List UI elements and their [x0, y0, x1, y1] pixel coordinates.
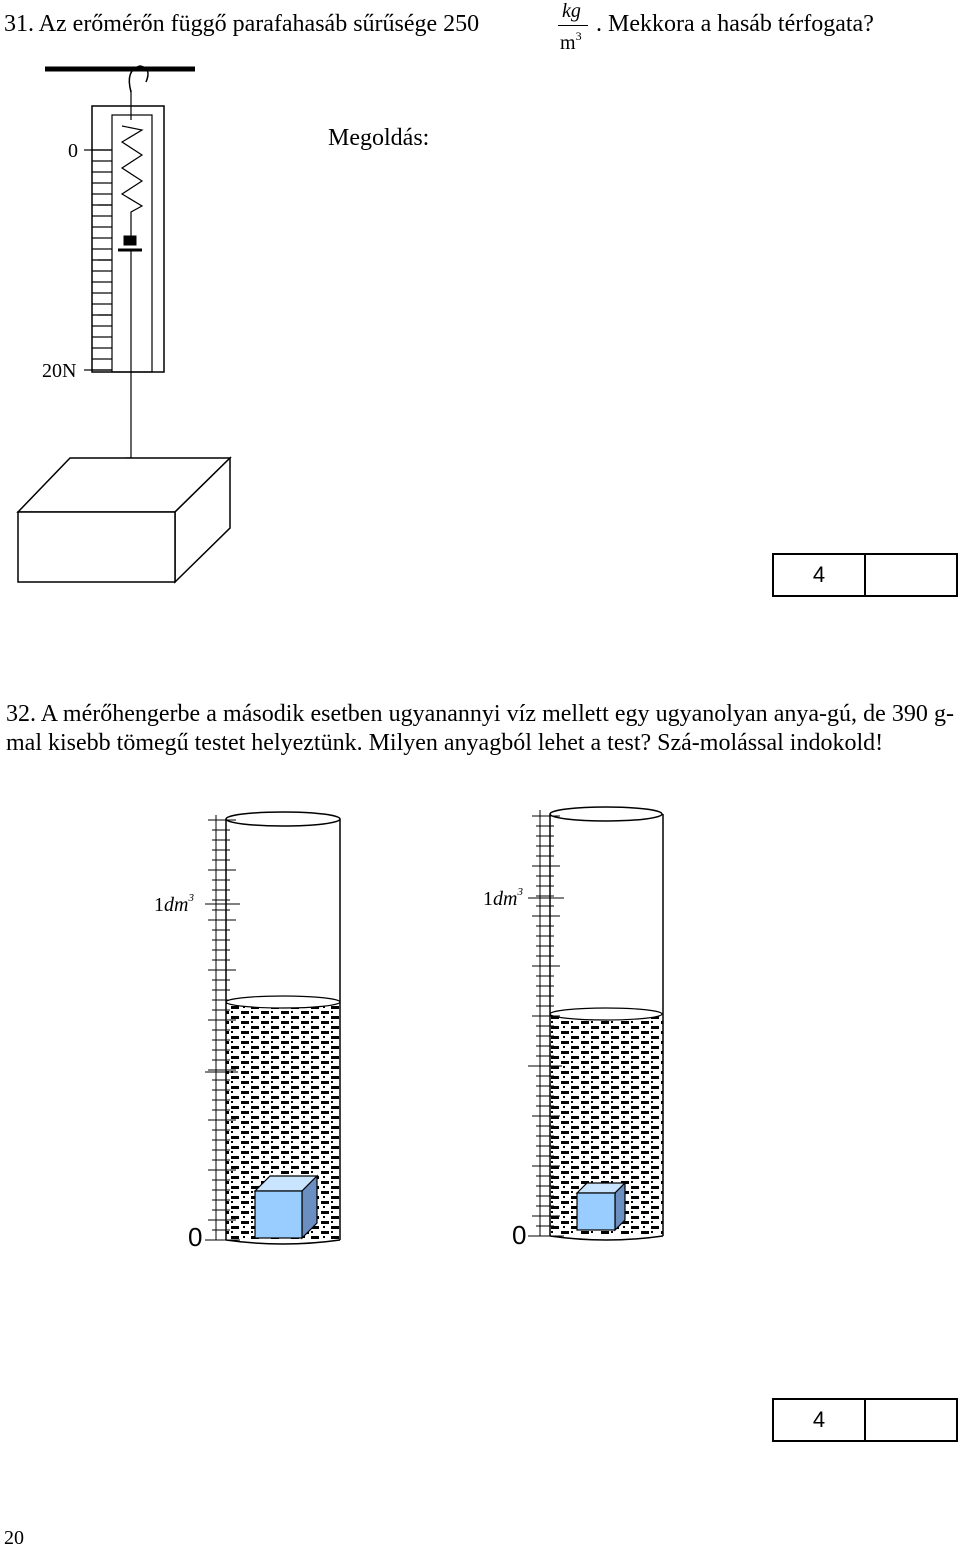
- measuring-cylinder-2: [540, 807, 663, 1240]
- measuring-cylinder-1: [216, 812, 340, 1244]
- cylinder-1-volume-label: $1dm^3$: [154, 892, 194, 916]
- spring: [122, 126, 142, 240]
- cylinder-1-zero-label: 0: [188, 1222, 203, 1252]
- spring-scale: [45, 66, 195, 496]
- scale-zero-label: 0: [68, 140, 78, 162]
- spring-scale-ticks: [84, 150, 112, 370]
- page-number: 20: [4, 1527, 24, 1549]
- indicator-block: [124, 236, 136, 245]
- cork-block: [18, 458, 230, 582]
- score-points: 4: [774, 1400, 866, 1440]
- score-box-31: [772, 553, 958, 597]
- scale-max-label: 20N: [42, 360, 77, 382]
- score-points: 4: [774, 555, 866, 595]
- question-31-question: . Mekkora a hasáb térfogata?: [596, 11, 874, 37]
- solution-label: Megoldás:: [328, 125, 430, 151]
- cube-1: [255, 1176, 317, 1238]
- question-32-text: 32. A mérőhengerbe a második esetben ugyanannyi víz mellett egy ugyanolyan anya-gú, de 390 g-mal kisebb tömegű testet helyeztünk. Milyen anyagból lehet a test? Szá-molással indokold!: [6, 701, 954, 756]
- cylinder-2-zero-label: 0: [512, 1220, 527, 1250]
- cube-2: [577, 1183, 625, 1230]
- unit-numerator: kg: [562, 0, 581, 22]
- question-31-text: 31. Az erőmérőn függő parafahasáb sűrűsége 250: [4, 11, 480, 37]
- score-box-32: [772, 1398, 958, 1442]
- unit-denominator: $m^3$: [560, 29, 582, 54]
- cylinder-2-volume-label: $1dm^3$: [483, 886, 523, 910]
